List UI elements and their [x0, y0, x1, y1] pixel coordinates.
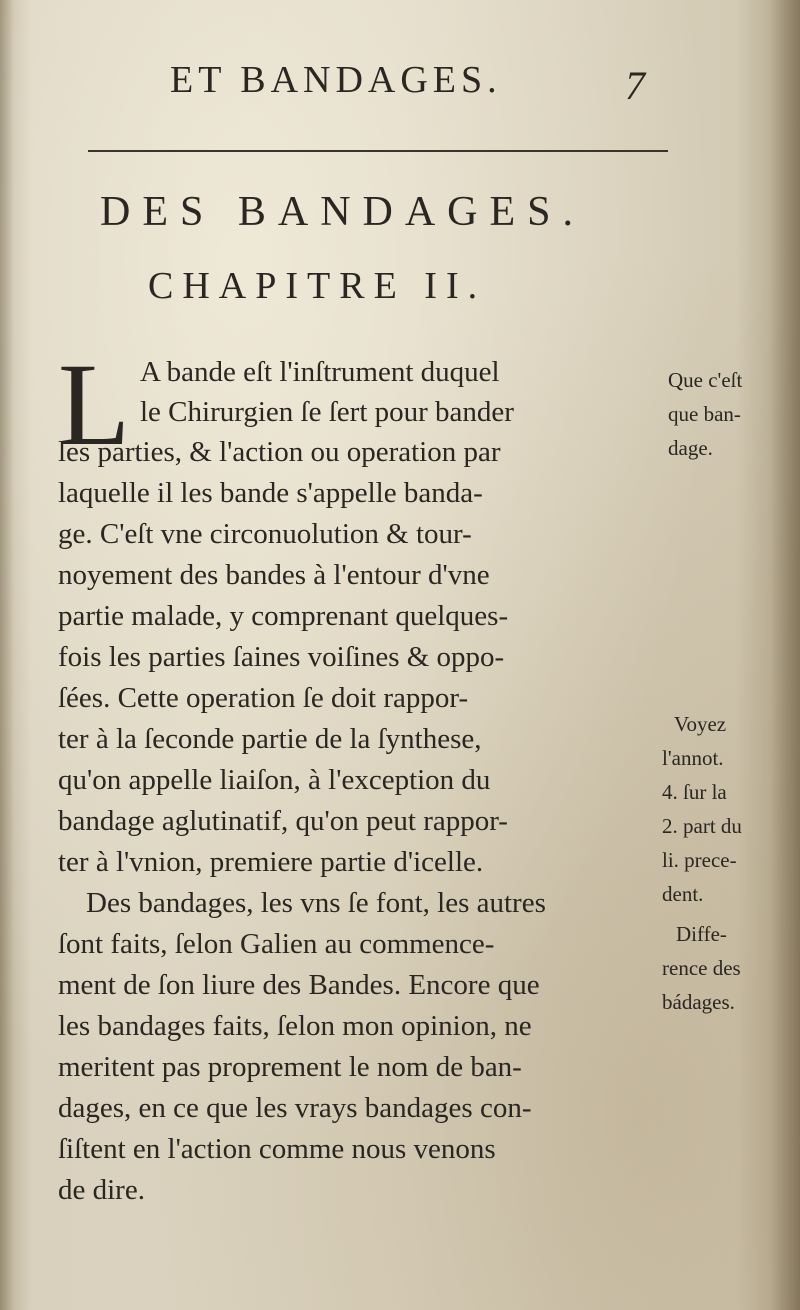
margin-note-line: dage.: [668, 436, 713, 460]
body-line: le Chirurgien ſe ſert pour bander: [140, 396, 514, 428]
margin-note-line: 2. part du: [662, 814, 742, 838]
body-line: de dire.: [58, 1174, 145, 1206]
margin-note-line: que ban-: [668, 402, 741, 426]
margin-note-line: Diffe-: [676, 922, 727, 946]
body-line: Des bandages, les vns ſe font, les autres: [86, 887, 546, 919]
body-line: qu'on appelle liaiſon, à l'exception du: [58, 764, 491, 796]
margin-note-line: l'annot.: [662, 746, 724, 770]
body-line: fois les parties ſaines voiſines & oppo-: [58, 641, 505, 673]
header-rule: [88, 150, 668, 152]
body-line: laquelle il les bande s'appelle banda-: [58, 477, 483, 509]
page-edge-shadow: [0, 0, 14, 1310]
body-line: ge. C'eſt vne circonuolution & tour-: [58, 518, 472, 550]
body-line: meritent pas proprement le nom de ban-: [58, 1051, 522, 1083]
margin-note-line: Voyez: [674, 712, 727, 736]
body-line: les parties, & l'action ou operation par: [58, 436, 501, 468]
section-title: DES BANDAGES.: [100, 189, 586, 235]
body-line: partie malade, y comprenant quelques-: [58, 600, 509, 632]
margin-note-line: Que c'eſt: [668, 368, 743, 392]
margin-note-line: 4. ſur la: [662, 780, 727, 804]
drop-cap: L: [58, 339, 131, 470]
body-line: les bandages faits, ſelon mon opinion, ne: [58, 1010, 532, 1042]
margin-note-line: li. prece-: [662, 848, 737, 872]
body-line: noyement des bandes à l'entour d'vne: [58, 559, 490, 591]
running-head: ET BANDAGES.: [170, 59, 502, 101]
margin-note-line: rence des: [662, 956, 741, 980]
margin-note-line: dent.: [662, 882, 704, 906]
body-line: ſont faits, ſelon Galien au commence-: [58, 928, 495, 960]
page-number: 7: [625, 63, 645, 108]
body-line: bandage aglutinatif, qu'on peut rappor-: [58, 805, 508, 837]
body-line: ter à la ſeconde partie de la ſynthese,: [58, 723, 482, 755]
chapter-title: CHAPITRE II.: [148, 265, 487, 307]
body-line: ter à l'vnion, premiere partie d'icelle.: [58, 846, 484, 878]
body-line: dages, en ce que les vrays bandages con-: [58, 1092, 532, 1124]
gutter-shadow: [770, 0, 800, 1310]
body-line: ſées. Cette operation ſe doit rappor-: [58, 682, 469, 714]
body-line: A bande eſt l'inſtrument duquel: [140, 356, 500, 388]
body-line: ſiſtent en l'action comme nous venons: [58, 1133, 496, 1165]
margin-note-line: bádages.: [662, 990, 735, 1014]
body-line: ment de ſon liure des Bandes. Encore que: [58, 969, 540, 1001]
